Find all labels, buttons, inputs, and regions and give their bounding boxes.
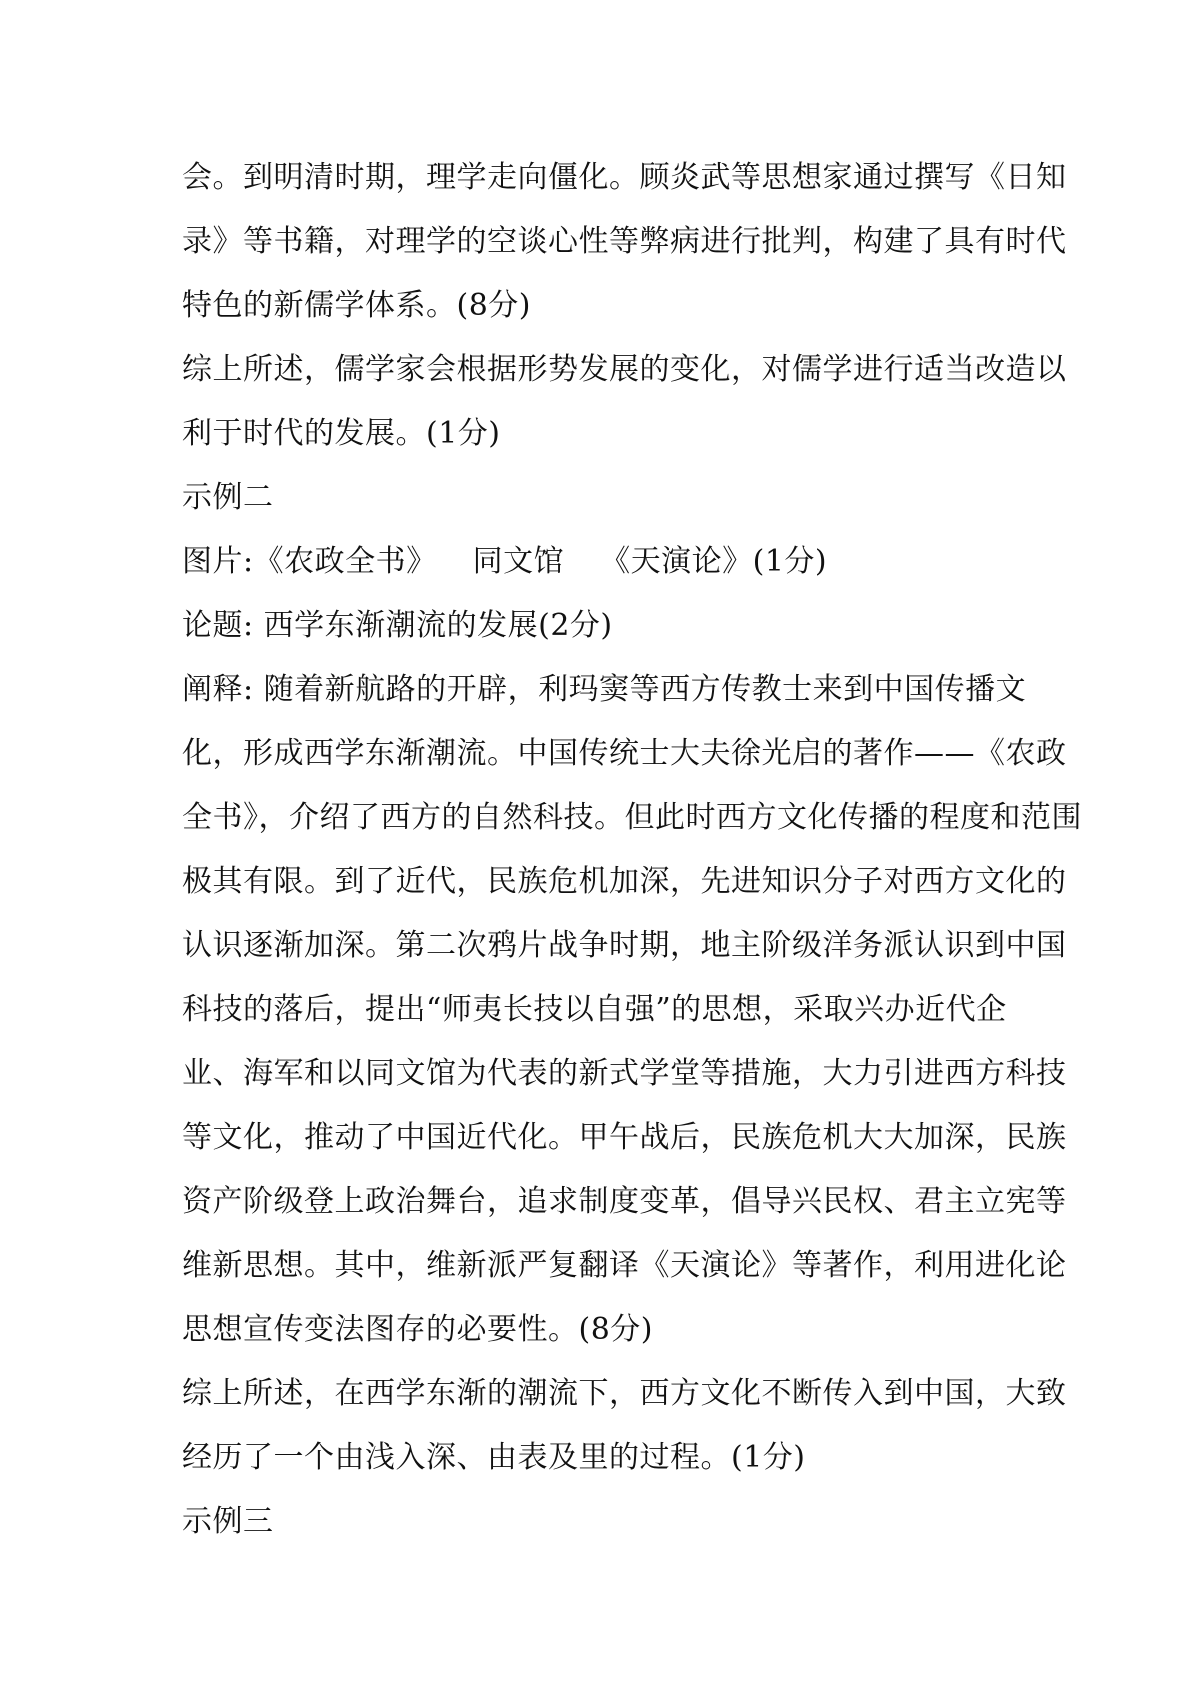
- text-line: 认识逐渐加深。第二次鸦片战争时期，地主阶级洋务派认识到中国: [182, 928, 1067, 963]
- text-line: 业、海军和以同文馆为代表的新式学堂等措施，大力引进西方科技: [182, 1056, 1067, 1091]
- text-line: 经历了一个由浅入深、由表及里的过程。(1分): [182, 1440, 806, 1475]
- text-line: 等文化，推动了中国近代化。甲午战后，民族危机大大加深，民族: [182, 1120, 1067, 1155]
- topic-line: 论题: 西学东渐潮流的发展(2分): [182, 608, 613, 643]
- text-line: 维新思想。其中，维新派严复翻译《天演论》等著作，利用进化论: [182, 1248, 1067, 1283]
- text-line: 科技的落后，提出“师夷长技以自强”的思想，采取兴办近代企: [182, 992, 1007, 1027]
- text-line: 资产阶级登上政治舞台，追求制度变革，倡导兴民权、君主立宪等: [182, 1184, 1067, 1219]
- picture-item: 《天演论》(1分): [600, 544, 828, 579]
- section-heading: 示例三: [182, 1504, 274, 1539]
- text-line: 会。到明清时期，理学走向僵化。顾炎武等思想家通过撰写《日知: [182, 160, 1067, 195]
- pictures-label: 图片:: [182, 544, 254, 579]
- section-heading: 示例二: [182, 480, 274, 515]
- text-line: 思想宣传变法图存的必要性。(8分): [182, 1312, 653, 1347]
- picture-item: 《农政全书》: [253, 544, 437, 579]
- text-line: 综上所述，儒学家会根据形势发展的变化，对儒学进行适当改造以: [182, 352, 1067, 387]
- text-line: 录》等书籍，对理学的空谈心性等弊病进行批判，构建了具有时代: [182, 224, 1067, 259]
- text-line: 极其有限。到了近代，民族危机加深，先进知识分子对西方文化的: [182, 864, 1067, 899]
- picture-item: 同文馆: [472, 544, 565, 579]
- text-line: 阐释: 随着新航路的开辟，利玛窦等西方传教士来到中国传播文: [182, 672, 1027, 707]
- text-line: 全书》，介绍了西方的自然科技。但此时西方文化传播的程度和范围: [182, 800, 1082, 835]
- pictures-line: [182, 542, 827, 582]
- text-line: 综上所述，在西学东渐的潮流下，西方文化不断传入到中国，大致: [182, 1376, 1067, 1411]
- text-line: 特色的新儒学体系。(8分): [182, 288, 531, 323]
- text-line: 利于时代的发展。(1分): [182, 416, 501, 451]
- text-line: 化，形成西学东渐潮流。中国传统士大夫徐光启的著作——《农政: [182, 736, 1067, 771]
